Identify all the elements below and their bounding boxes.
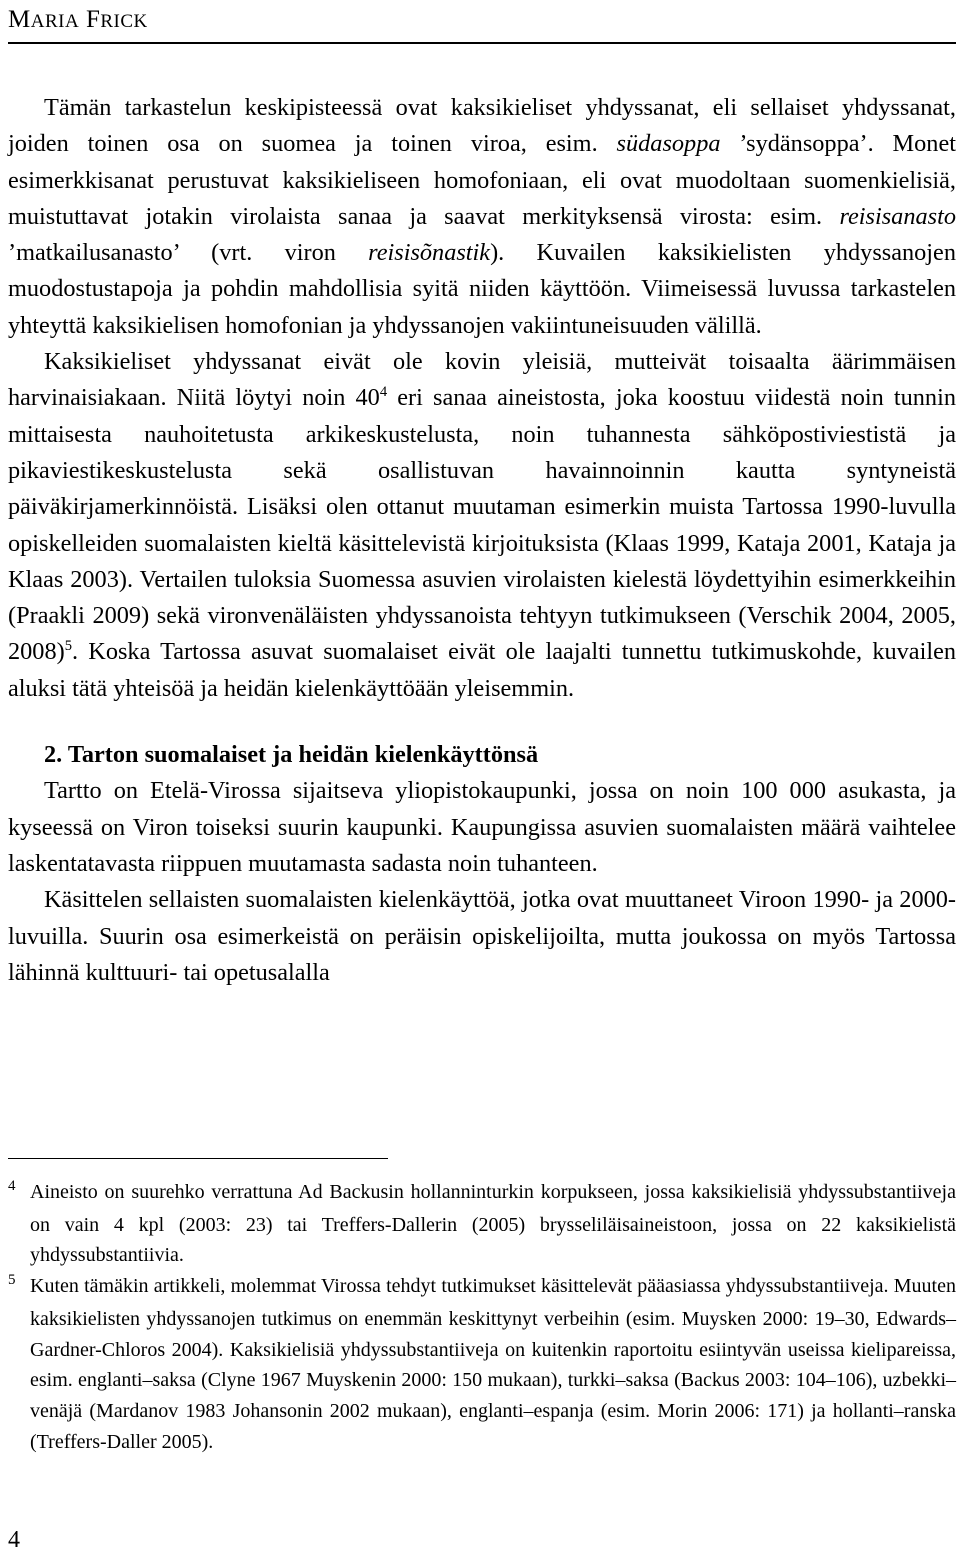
author-initial-last: F bbox=[85, 6, 101, 33]
footnote-4 bbox=[8, 1177, 956, 1271]
footnote-5 bbox=[8, 1271, 956, 1457]
footnote-mark: 4 bbox=[8, 1178, 16, 1194]
text-run: ’matkailusanasto’ (vrt. viron bbox=[8, 239, 369, 267]
author-last-rest: RICK bbox=[100, 11, 148, 32]
paragraph-intro bbox=[8, 90, 956, 344]
text-run: Kaksikieliset yhdyssanat eivät ole kovin yleisiä, mutteivät toisaalta äärimmäisen harvinaisiakaan. Niitä löytyi noin 40 bbox=[8, 348, 956, 412]
footnote-ref-4[interactable]: 4 bbox=[379, 384, 388, 401]
text-run: ’sydänsoppa’. Monet esimerkkisanat perustuvat kaksikieliseen homofoniaan, eli ovat muodoltaan suomenkielisiä, muistuttavat jotakin virolaista sanaa ja saavat merkityksensä virosta: esim. bbox=[8, 130, 956, 230]
text-run: Tämän tarkastelun keskipisteessä ovat kaksikieliset yhdyssanat, eli sellaiset yhdyssanat, joiden toinen osa on suomea ja toinen viroa, esim. bbox=[8, 94, 956, 158]
paragraph-data bbox=[8, 344, 956, 707]
footnote-text: Aineisto on suurehko verrattuna Ad Backusin hollanninturkin korpukseen, jossa kaksikielisiä yhdyssubstantiiveja on vain 4 kpl (2003: 23) tai Treffers-Dallerin (2005) brysseliläisaineistoon, jossa on 22 kaksikielistä yhdyssubstantiivia. bbox=[30, 1181, 956, 1267]
text-run: . Koska Tartossa asuvat suomalaiset eivät ole laajalti tunnettu tutkimuskohde, kuvailen aluksi tätä yhteisöä ja heidän kielenkäyttöään yleisemmin. bbox=[8, 638, 956, 702]
author-first-rest: ARIA bbox=[30, 11, 80, 32]
paragraph-tartu: Tartto on Etelä-Virossa sijaitseva yliopistokaupunki, jossa on noin 100 000 asukasta, ja kyseessä on Viron toiseksi suurin kaupunki. Kaupungissa asuvien suomalaisten määrä vaihtelee laskentatavasta riippuen muutamasta sadasta noin tuhanteen. bbox=[8, 777, 956, 877]
footnote-divider bbox=[8, 1158, 388, 1159]
footnote-ref-5[interactable]: 5 bbox=[64, 638, 72, 655]
text-run: ). Kuvailen kaksikielisten yhdyssanojen muodostustapoja ja pohdin mahdollisia syitä niiden käyttöön. Viimeisessä luvussa tarkastelen yhteyttä kaksikielisen homofonian ja yhdyssanojen vakiintuneisuuden välillä. bbox=[8, 239, 956, 339]
footnotes bbox=[8, 1177, 956, 1457]
example-word: südasoppa bbox=[616, 130, 721, 158]
text-run: eri sanaa aineistosta, joka koostuu viidestä noin tunnin mittaisesta nauhoitetusta arkikeskustelusta, noin tuhannesta sähköpostiviestistä ja pikaviestikeskustelusta sekä osallistuvan havainnoinnin kautta syntyneistä päiväkirjamerkinnöistä. Lisäksi olen ottanut muutaman esimerkin muista Tartossa 1990-luvulla opiskelleiden suomalaisten kieltä käsittelevistä kirjoituksista (Klaas 1999, Kataja 2001, Kataja ja Klaas 2003). Vertailen tuloksia Suomessa asuvien virolaisten kielestä löydettyihin esimerkkeihin (Praakli 2009) sekä vironvenäläisten yhdyssanoista tehtyyn tutkimukseen (Verschik 2004, 2005, 2008) bbox=[8, 384, 956, 666]
running-header-author bbox=[8, 6, 148, 34]
page-number: 4 bbox=[8, 1527, 20, 1553]
footnote-text: Kuten tämäkin artikkeli, molemmat Virossa tehdyt tutkimukset käsittelevät pääasiassa yhdyssubstantiiveja. Muuten kaksikielisten yhdyssanojen tutkimus on enemmän keskittynyt verbeihin (esim. Muysken 2000: 19–30, Edwards–Gardner-Chloros 2004). Kaksikielisiä yhdyssubstantiiveja on kuitenkin raportoitu esiintyvän useissa kielipareissa, esim. englanti–saksa (Clyne 1967 Muyskenin 2000: 150 mukaan), turkki–saksa (Backus 2003: 104–106), uzbekki–venäjä (Mardanov 1983 Johansonin 2002 mukaan), englanti–espanja (esim. Morin 2006: 171) ja hollanti–ranska (Treffers-Daller 2005). bbox=[30, 1275, 956, 1453]
paragraph-speakers: Käsittelen sellaisten suomalaisten kielenkäyttöä, jotka ovat muuttaneet Viroon 1990- ja 2000-luvuilla. Suurin osa esimerkeistä on peräisin opiskelijoilta, mutta joukossa on myös Tartossa lähinnä kulttuuri- tai opetusalalla bbox=[8, 886, 956, 986]
body-text bbox=[8, 90, 956, 991]
running-header bbox=[8, 4, 956, 44]
author-initial-first: M bbox=[8, 6, 31, 33]
example-word: reisisanasto bbox=[839, 202, 956, 230]
example-word: reisisõnastik bbox=[368, 239, 491, 267]
section-heading: 2. Tarton suomalaiset ja heidän kielenkäyttönsä bbox=[44, 741, 539, 769]
footnote-mark: 5 bbox=[8, 1272, 16, 1289]
